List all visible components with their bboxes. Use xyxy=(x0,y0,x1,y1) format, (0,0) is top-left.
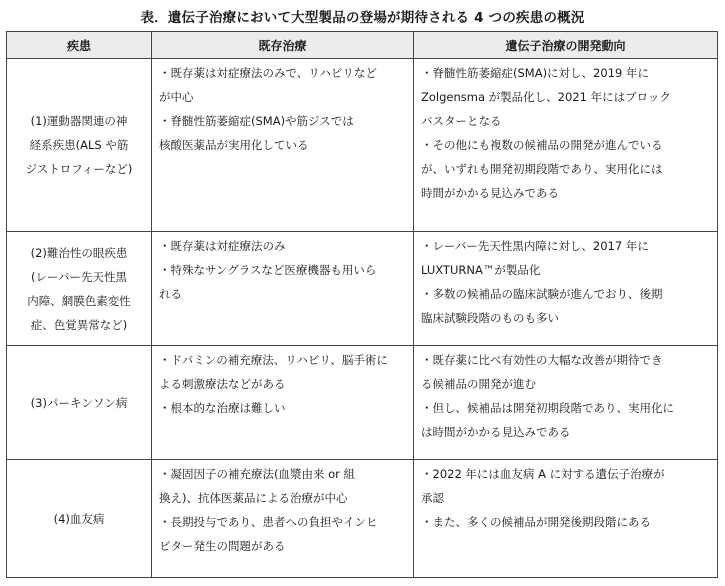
table-header-row xyxy=(7,32,718,59)
header-gene-therapy-trend: 遺伝子治療の開発動向 xyxy=(414,32,718,59)
gene-therapy-cell: ・レーバー先天性黒内障に対し、2017 年に LUXTURNA™が製品化 ・多数の候補品の臨床試験が進んでおり、後期 臨床試験段階のものも多い xyxy=(414,232,718,346)
table-row xyxy=(7,346,718,460)
existing-treatment-cell: ・ドパミンの補充療法、リハビリ、脳手術に よる刺激療法などがある ・根本的な治療は難しい xyxy=(152,346,414,460)
disease-cell: (3)パーキンソン病 xyxy=(7,346,152,460)
gene-therapy-cell: ・2022 年には血友病 A に対する遺伝子治療が 承認 ・また、多くの候補品が開発後期段階にある xyxy=(414,460,718,578)
table-row xyxy=(7,460,718,578)
table-row xyxy=(7,232,718,346)
table-row xyxy=(7,59,718,232)
disease-cell: (1)運動器関連の神 経系疾患(ALS や筋 ジストロフィーなど) xyxy=(7,59,152,232)
header-disease: 疾患 xyxy=(7,32,152,59)
disease-cell: (2)難治性の眼疾患 (レーバー先天性黒 内障、網膜色素変性 症、色覚異常など) xyxy=(7,232,152,346)
disease-overview-table xyxy=(6,31,718,578)
gene-therapy-cell: ・既存薬に比べ有効性の大幅な改善が期待でき る候補品の開発が進む ・但し、候補品は開発初期段階であり、実用化に は時間がかかる見込みである xyxy=(414,346,718,460)
gene-therapy-cell: ・脊髄性筋萎縮症(SMA)に対し、2019 年に Zolgensma が製品化し、2021 年にはブロック バスターとなる ・その他にも複数の候補品の開発が進んでいる が、いずれも開発初期段階であり、実用化には 時間がかかる見込みである xyxy=(414,59,718,232)
disease-cell: (4)血友病 xyxy=(7,460,152,578)
table-title: 表．遺伝子治療において大型製品の登場が期待される 4 つの疾患の概況 xyxy=(140,10,585,26)
header-existing-treatment: 既存治療 xyxy=(152,32,414,59)
existing-treatment-cell: ・凝固因子の補充療法(血漿由来 or 組 換え)、抗体医薬品による治療が中心 ・長期投与であり、患者への負担やインヒ ビター発生の問題がある xyxy=(152,460,414,578)
existing-treatment-cell: ・既存薬は対症療法のみで、リハビリなど が中心 ・脊髄性筋萎縮症(SMA)や筋ジスでは 核酸医薬品が実用化している xyxy=(152,59,414,232)
existing-treatment-cell: ・既存薬は対症療法のみ ・特殊なサングラスなど医療機器も用いら れる xyxy=(152,232,414,346)
